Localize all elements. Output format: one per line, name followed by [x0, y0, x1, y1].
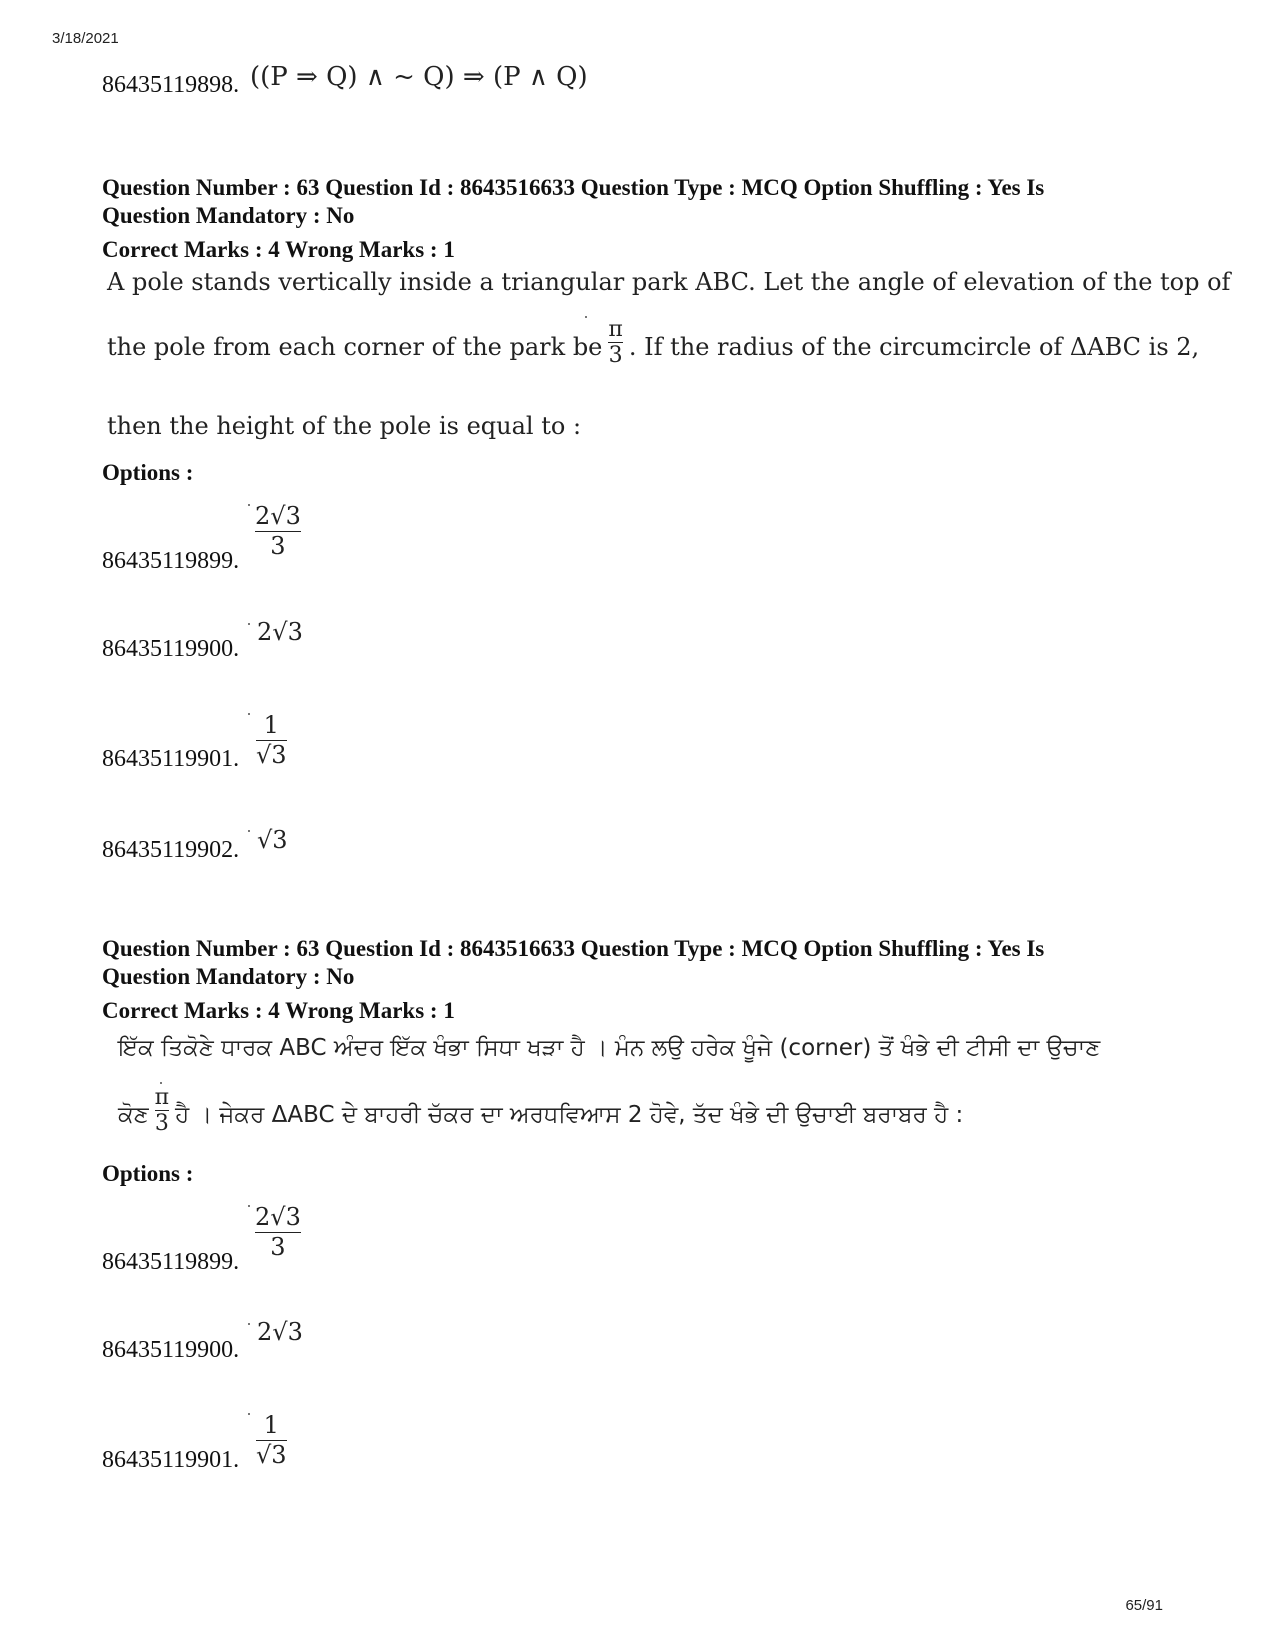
option-id: 86435119900.	[102, 636, 240, 662]
option-row	[102, 548, 239, 575]
question-text-part: ਹੈ । ਜੇਕਰ ΔABC ਦੇ ਬਾਹਰੀ ਚੱਕਰ ਦਾ ਅਰਧਵਿਆਸ 2 ਹੋਵੇ, ਤੱਦ ਖੰਭੇ ਦੀ ਉਚਾਈ ਬਰਾਬਰ ਹੈ :	[175, 1101, 964, 1128]
fraction-numerator: 1	[263, 1411, 279, 1439]
option-id: 86435119899.	[102, 548, 240, 574]
option-fraction	[255, 504, 301, 559]
option-expression: √3	[257, 826, 288, 854]
fraction-denominator: √3	[256, 741, 287, 770]
question-text-part: . If the radius of the circumcircle of ΔABC is 2,	[628, 332, 1200, 361]
option-id: 86435119900.	[102, 1337, 240, 1363]
option-row	[102, 746, 239, 773]
pi-over-3-fraction	[155, 1086, 169, 1135]
option-expression: ((P ⇒ Q) ∧ ~ Q) ⇒ (P ∧ Q)	[250, 62, 588, 92]
question-text-line: ਇੱਕ ਤਿਕੋਣੇ ਧਾਰਕ ABC ਅੰਦਰ ਇੱਕ ਖੰਭਾ ਸਿਧਾ ਖੜਾ ਹੈ । ਮੰਨ ਲਉ ਹਰੇਕ ਖੂੰਜੇ (corner) ਤੋਂ ਖੰਭੇ ਦੀ ਟੀਸੀ ਦਾ ਉਚਾਣ	[118, 1035, 1101, 1061]
option-fraction	[256, 1413, 287, 1468]
fraction-numerator: π	[154, 1085, 170, 1110]
option-id: 86435119898.	[102, 72, 240, 98]
question-meta	[102, 935, 1182, 991]
option-fraction	[255, 1205, 301, 1260]
question-marks: Correct Marks : 4 Wrong Marks : 1	[102, 998, 455, 1023]
option-id: 86435119899.	[102, 1249, 240, 1275]
option-row	[102, 1249, 239, 1276]
fraction-denominator: 3	[608, 343, 623, 369]
option-row	[102, 636, 239, 663]
question-text-line: A pole stands vertically inside a triangular park ABC. Let the angle of elevation of the top of	[107, 268, 1231, 296]
fraction-denominator: 3	[270, 1233, 286, 1262]
question-text-part: ਕੋਣ	[118, 1101, 149, 1128]
question-marks: Correct Marks : 4 Wrong Marks : 1	[102, 237, 455, 262]
options-label: Options :	[102, 460, 194, 485]
fraction-numerator: 1	[263, 711, 279, 739]
option-row	[102, 837, 239, 864]
option-row	[102, 1447, 239, 1474]
question-meta-line: Question Number : 63 Question Id : 8643516633 Question Type : MCQ Option Shuffling : Yes Is	[102, 936, 1045, 961]
question-meta-line: Question Mandatory : No	[102, 964, 355, 989]
question-text-line: then the height of the pole is equal to :	[107, 412, 582, 440]
fraction-denominator: 3	[154, 1111, 169, 1137]
question-meta-line: Question Number : 63 Question Id : 8643516633 Question Type : MCQ Option Shuffling : Yes Is	[102, 175, 1045, 200]
pi-over-3-fraction	[608, 318, 622, 367]
fraction-numerator: 2√3	[255, 502, 301, 530]
option-id: 86435119901.	[102, 1447, 240, 1473]
question-meta	[102, 174, 1182, 230]
option-row	[102, 1337, 239, 1364]
options-label: Options :	[102, 1161, 194, 1186]
question-text-part: the pole from each corner of the park be	[107, 332, 603, 361]
page-number: 65/91	[1125, 1597, 1163, 1614]
question-text-line	[118, 1085, 964, 1139]
question-meta-line: Question Mandatory : No	[102, 203, 355, 228]
option-expression: 2√3	[257, 618, 303, 646]
option-expression: 2√3	[257, 1318, 303, 1346]
fraction-numerator: 2√3	[255, 1203, 301, 1231]
option-fraction	[256, 713, 287, 768]
option-id: 86435119902.	[102, 837, 240, 863]
question-text-line	[107, 317, 1200, 371]
fraction-denominator: 3	[270, 532, 286, 561]
option-id: 86435119901.	[102, 746, 240, 772]
fraction-denominator: √3	[256, 1441, 287, 1470]
option-row	[102, 72, 239, 99]
fraction-numerator: π	[608, 317, 623, 342]
print-date: 3/18/2021	[52, 30, 119, 47]
